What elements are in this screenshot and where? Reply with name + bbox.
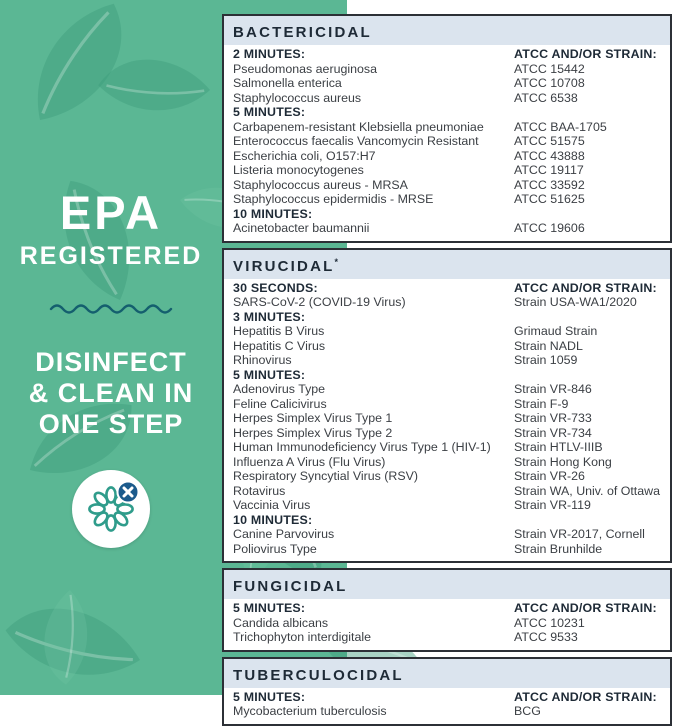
organism-name: Canine Parvovirus (233, 527, 335, 541)
strain-column-header (514, 368, 662, 383)
section-content (224, 599, 670, 650)
organism-name: Poliovirus Type (233, 541, 317, 556)
strain-value: Strain USA-WA1/2020 (514, 295, 637, 309)
organism-name: Mycobacterium tuberculosis (233, 704, 387, 718)
strain-column-header: ATCC AND/OR STRAIN: (514, 689, 657, 704)
registered-subtitle: REGISTERED (19, 242, 203, 271)
strain-value: Strain VR-734 (514, 425, 592, 440)
strain-value: ATCC 19117 (514, 163, 584, 177)
organism-name: Rotavirus (233, 483, 286, 498)
organism-name: Feline Calicivirus (233, 396, 327, 411)
organism-name: Escherichia coli, O157:H7 (233, 148, 376, 163)
organism-name: Hepatitis C Virus (233, 338, 326, 353)
strain-value: ATCC 33592 (514, 177, 585, 192)
table-row (233, 324, 662, 339)
efficacy-section (222, 657, 672, 726)
strain-value: ATCC 9533 (514, 630, 578, 644)
table-row (233, 76, 662, 91)
contact-time-label: 3 MINUTES: (233, 309, 306, 324)
contact-time-label: 5 MINUTES: (233, 105, 306, 119)
table-row (233, 498, 662, 513)
table-row (233, 192, 662, 207)
table-row (233, 353, 662, 368)
time-group-header-row (233, 281, 662, 296)
organism-name: Influenza A Virus (Flu Virus) (233, 454, 386, 469)
time-group-header-row (233, 310, 662, 325)
organism-name: Trichophyton interdigitale (233, 630, 371, 644)
efficacy-section (222, 248, 672, 564)
strain-value: ATCC 6538 (514, 90, 578, 105)
table-row (233, 704, 662, 719)
time-group-header-row (233, 105, 662, 120)
table-row (233, 221, 662, 236)
efficacy-section (222, 568, 672, 652)
strain-value: Strain VR-119 (514, 498, 591, 512)
organism-name: Adenovirus Type (233, 382, 326, 396)
strain-value: ATCC 10231 (514, 615, 585, 630)
strain-value: Strain VR-846 (514, 382, 592, 396)
table-row (233, 440, 662, 455)
efficacy-table (222, 14, 672, 726)
strain-column-header (514, 105, 662, 120)
table-row (233, 484, 662, 499)
organism-name: Hepatitis B Virus (233, 324, 325, 338)
epa-title: EPA (59, 186, 163, 239)
table-row (233, 630, 662, 645)
organism-name: Carbapenem-resistant Klebsiella pneumoniae (233, 119, 484, 134)
strain-value: ATCC 51625 (514, 192, 585, 206)
strain-value: ATCC BAA-1705 (514, 119, 607, 134)
table-row (233, 62, 662, 77)
organism-name: Human Immunodeficiency Virus Type 1 (HIV-1) (233, 440, 491, 454)
table-row (233, 120, 662, 135)
strain-value: Grimaud Strain (514, 324, 598, 338)
table-row (233, 455, 662, 470)
organism-name: Rhinovirus (233, 353, 292, 367)
strain-value: Strain Hong Kong (514, 454, 612, 469)
section-title: BACTERICIDAL (233, 24, 372, 41)
strain-value: BCG (514, 704, 541, 718)
section-title-asterisk: * (334, 256, 338, 267)
strain-value: Strain F-9 (514, 396, 569, 411)
section-header (224, 16, 670, 45)
section-header (224, 570, 670, 599)
section-title: FUNGICIDAL (233, 578, 348, 595)
tagline-line-3: ONE STEP (38, 408, 184, 439)
strain-value: Strain NADL (514, 338, 583, 353)
strain-value: Strain Brunhilde (514, 541, 603, 556)
strain-value: Strain WA, Univ. of Ottawa (514, 483, 660, 498)
contact-time-label: 30 SECONDS: (233, 280, 318, 295)
strain-value: Strain VR-2017, Cornell (514, 527, 645, 541)
strain-column-header (514, 207, 662, 222)
table-row (233, 616, 662, 631)
time-group-header-row (233, 513, 662, 528)
table-row (233, 411, 662, 426)
virus-x-icon-graphic (79, 477, 143, 541)
table-row (233, 397, 662, 412)
virus-disinfect-icon (72, 470, 150, 548)
strain-column-header: ATCC AND/OR STRAIN: (514, 280, 657, 295)
table-row (233, 469, 662, 484)
contact-time-label: 5 MINUTES: (233, 601, 306, 615)
organism-name: Staphylococcus aureus (233, 90, 362, 105)
contact-time-label: 5 MINUTES: (233, 689, 306, 704)
tagline (29, 347, 194, 440)
section-content (224, 688, 670, 724)
organism-name: Salmonella enterica (233, 76, 342, 90)
tagline-line-2: & CLEAN IN (28, 377, 194, 408)
organism-name: Vaccinia Virus (233, 498, 311, 512)
contact-time-label: 10 MINUTES: (233, 206, 313, 221)
time-group-header-row (233, 690, 662, 705)
strain-column-header (514, 513, 662, 528)
organism-name: SARS-CoV-2 (COVID-19 Virus) (233, 295, 406, 309)
contact-time-label: 10 MINUTES: (233, 512, 313, 527)
section-content (224, 45, 670, 241)
section-title: VIRUCIDAL (233, 257, 335, 275)
contact-time-label: 2 MINUTES: (233, 47, 306, 61)
strain-value: ATCC 43888 (514, 148, 585, 163)
table-row (233, 295, 662, 310)
table-row (233, 527, 662, 542)
efficacy-section (222, 14, 672, 243)
table-row (233, 149, 662, 164)
sidebar (0, 0, 222, 695)
wave-divider (48, 302, 174, 314)
time-group-header-row (233, 47, 662, 62)
strain-column-header (514, 310, 662, 325)
x-badge-icon (118, 481, 139, 502)
strain-value: Strain HTLV-IIIB (514, 440, 603, 454)
table-row (233, 91, 662, 106)
time-group-header-row (233, 368, 662, 383)
section-header (224, 659, 670, 688)
strain-column-header: ATCC AND/OR STRAIN: (514, 47, 657, 61)
strain-value: ATCC 15442 (514, 61, 585, 76)
organism-name: Enterococcus faecalis Vancomycin Resistant (233, 134, 479, 148)
organism-name: Pseudomonas aeruginosa (233, 61, 377, 76)
strain-value: Strain 1059 (514, 353, 578, 367)
table-row (233, 382, 662, 397)
table-row (233, 134, 662, 149)
organism-name: Staphylococcus epidermidis - MRSE (233, 192, 434, 206)
organism-name: Staphylococcus aureus - MRSA (233, 177, 408, 192)
strain-value: ATCC 10708 (514, 76, 585, 90)
strain-value: ATCC 51575 (514, 134, 585, 148)
strain-value: Strain VR-733 (514, 411, 592, 425)
strain-value: Strain VR-26 (514, 469, 585, 483)
table-row (233, 163, 662, 178)
time-group-header-row (233, 601, 662, 616)
section-title: TUBERCULOCIDAL (233, 666, 404, 684)
section-content (224, 279, 670, 562)
tagline-line-1: DISINFECT (35, 346, 187, 377)
table-row (233, 339, 662, 354)
table-row (233, 178, 662, 193)
organism-name: Listeria monocytogenes (233, 163, 364, 177)
organism-name: Herpes Simplex Virus Type 1 (233, 411, 393, 425)
section-header (224, 250, 670, 279)
strain-value: ATCC 19606 (514, 221, 585, 235)
time-group-header-row (233, 207, 662, 222)
organism-name: Candida albicans (233, 615, 329, 630)
table-row (233, 542, 662, 557)
contact-time-label: 5 MINUTES: (233, 367, 306, 382)
strain-column-header: ATCC AND/OR STRAIN: (514, 601, 657, 615)
organism-name: Respiratory Syncytial Virus (RSV) (233, 469, 418, 483)
organism-name: Herpes Simplex Virus Type 2 (233, 425, 393, 440)
table-row (233, 426, 662, 441)
organism-name: Acinetobacter baumannii (233, 221, 370, 235)
